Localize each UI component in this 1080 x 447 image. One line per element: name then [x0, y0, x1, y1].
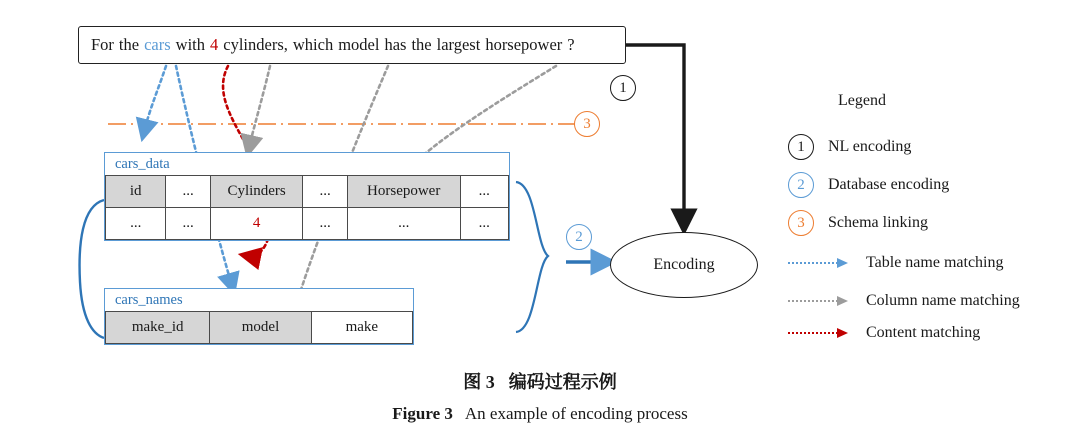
- cell-horsepower: Horsepower: [347, 176, 460, 208]
- nl-token: has: [384, 35, 407, 54]
- nl-token: with: [175, 35, 206, 54]
- encoding-node-label: Encoding: [653, 256, 715, 273]
- nl-token-column-model: model: [338, 35, 380, 54]
- table-name-cars-data: cars_data: [115, 156, 170, 172]
- table-row: [106, 208, 509, 240]
- figure-text-english: An example of encoding process: [464, 404, 688, 423]
- figure-caption-chinese: [0, 368, 1080, 394]
- nl-token: which: [292, 35, 334, 54]
- cell-make: make: [311, 312, 412, 344]
- cell-ellipsis: ...: [303, 176, 347, 208]
- legend-marker-3: 3: [788, 210, 814, 236]
- table-row: [106, 312, 413, 344]
- legend-marker-2: 2: [788, 172, 814, 198]
- cell-value: ...: [106, 208, 166, 240]
- dotted-arrow-icon: [788, 296, 852, 306]
- dotted-arrow-icon: [788, 258, 852, 268]
- legend-item-table-name-matching: [788, 250, 1004, 276]
- legend-item-database-encoding: [788, 172, 949, 198]
- table-cars-names: [104, 288, 414, 345]
- cell-cylinders: Cylinders: [210, 176, 303, 208]
- dotted-arrow-icon: [788, 328, 852, 338]
- table-grid-cars-data: [105, 175, 509, 240]
- cell-value: ...: [166, 208, 210, 240]
- figure-text-chinese: 编码过程示例: [508, 372, 617, 392]
- legend-item-content-matching: [788, 320, 980, 346]
- cell-value: ...: [460, 208, 508, 240]
- legend-label-nl-encoding: NL encoding: [828, 138, 912, 155]
- cell-make-id: make_id: [106, 312, 210, 344]
- cell-model: model: [210, 312, 311, 344]
- legend-label-database-encoding: Database encoding: [828, 176, 950, 193]
- table-cars-data: [104, 152, 510, 241]
- figure-caption-english: [0, 404, 1080, 424]
- cell-id: id: [106, 176, 166, 208]
- arrow-column-cylinders: [249, 66, 270, 148]
- table-name-cars-names: cars_names: [115, 292, 183, 308]
- encoding-node: [610, 232, 758, 298]
- foreign-key-link: [80, 200, 104, 338]
- legend-label-table-name-matching: Table name matching: [866, 254, 1004, 271]
- nl-token-value-4: 4: [210, 35, 219, 54]
- cell-ellipsis: ...: [460, 176, 508, 208]
- nl-token-table-cars: cars: [144, 35, 171, 54]
- nl-token: For: [91, 35, 114, 54]
- legend-item-schema-linking: [788, 210, 928, 236]
- legend-item-nl-encoding: [788, 134, 911, 160]
- table-row: [106, 176, 509, 208]
- cell-value: ...: [347, 208, 460, 240]
- cell-ellipsis: ...: [166, 176, 210, 208]
- nl-token: the: [118, 35, 140, 54]
- legend-title: Legend: [838, 92, 886, 109]
- cell-value: ...: [303, 208, 347, 240]
- legend-item-column-name-matching: [788, 288, 1020, 314]
- arrow-table-name-cars-to-cars-data: [144, 66, 166, 132]
- arrow-nl-to-encoding: [626, 45, 684, 222]
- figure-label-chinese: 图 3: [463, 372, 495, 392]
- nl-token: cylinders,: [223, 35, 288, 54]
- marker-nl-encoding: 1: [610, 75, 636, 101]
- legend-label-content-matching: Content matching: [866, 324, 981, 341]
- nl-question-box: [78, 26, 626, 64]
- marker-database-encoding: 2: [566, 224, 592, 250]
- legend-label-column-name-matching: Column name matching: [866, 292, 1020, 309]
- marker-schema-linking: 3: [574, 111, 600, 137]
- nl-token: the: [411, 35, 432, 54]
- cell-value-4: 4: [210, 208, 303, 240]
- figure-label-english: Figure 3: [392, 404, 453, 423]
- table-grid-cars-names: [105, 311, 413, 344]
- database-brace: [516, 182, 548, 332]
- nl-token: largest: [436, 35, 481, 54]
- legend-marker-1: 1: [788, 134, 814, 160]
- legend-label-schema-linking: Schema linking: [828, 214, 928, 231]
- nl-token: ?: [567, 35, 575, 54]
- nl-token-column-horsepower: horsepower: [485, 35, 563, 54]
